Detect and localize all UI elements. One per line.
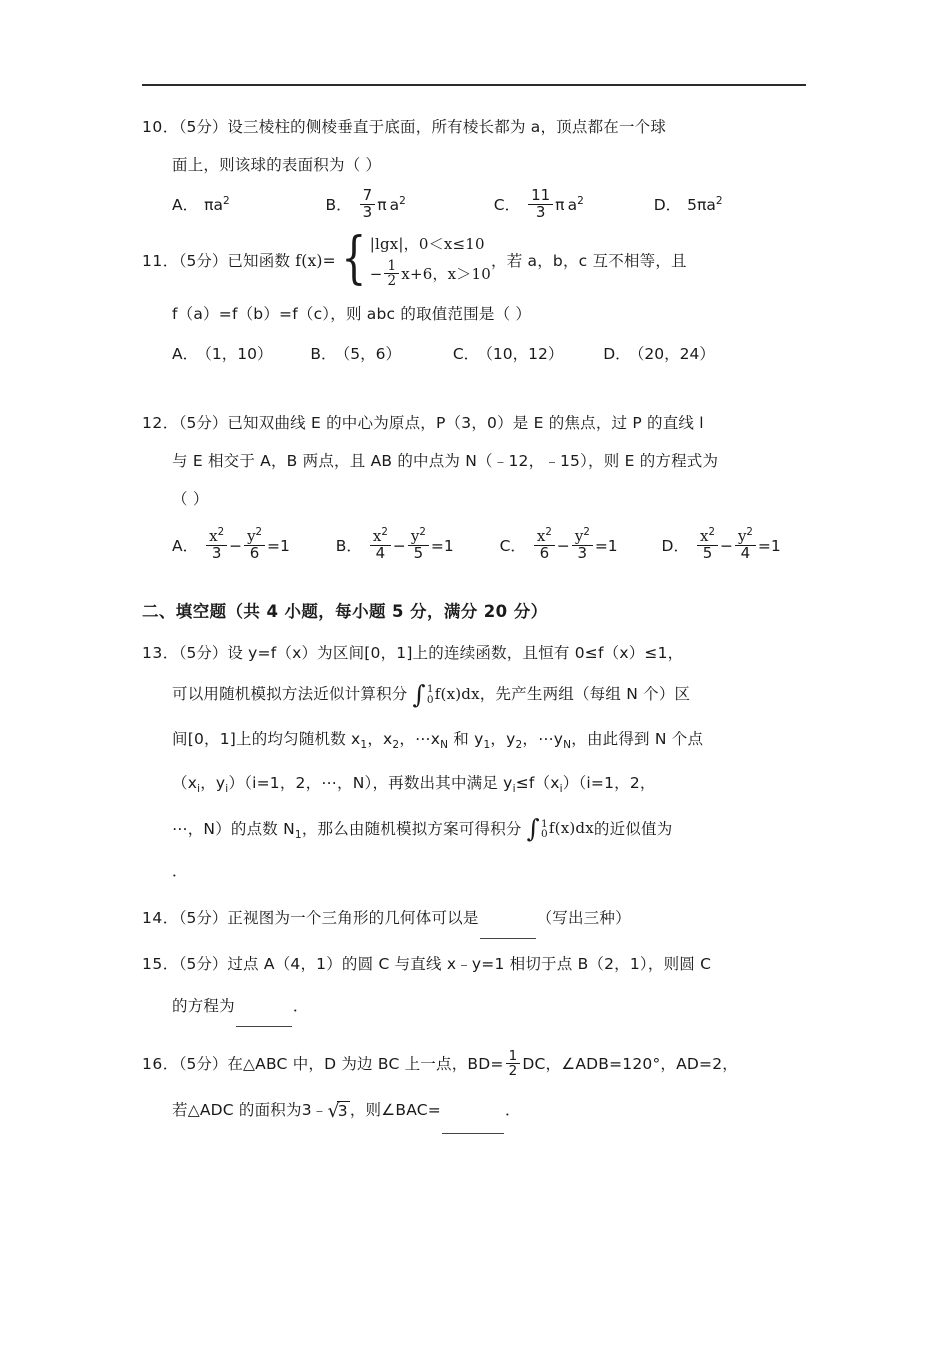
minus-sign: − — [719, 537, 733, 556]
option-label: D． — [603, 344, 631, 363]
question-12-text-2: 与 E 相交于 A，B 两点，且 AB 的中点为 N（﹣12，﹣15），则 E 的方程式为 — [172, 451, 719, 470]
q13-l4d: ≤f（x — [515, 773, 560, 792]
fraction-denominator: 3 — [206, 545, 227, 562]
q13-l4a: （x — [172, 773, 198, 792]
integral-expression — [413, 672, 480, 716]
subscript: i — [225, 782, 229, 795]
question-11-line-1 — [142, 225, 822, 292]
piecewise-function — [336, 225, 491, 291]
subscript: N — [563, 738, 572, 751]
question-12-option-a[interactable] — [172, 518, 290, 574]
question-11-option-d[interactable] — [603, 334, 715, 374]
question-12-number: 12． — [142, 413, 179, 432]
question-16-text-1a: 在△ABC 中，D 为边 BC 上一点，BD= — [227, 1055, 504, 1074]
option-text: 5πa — [687, 195, 716, 214]
question-15-number: 15． — [142, 955, 179, 974]
question-12-line-1 — [142, 404, 822, 442]
option-text: （20，24） — [636, 344, 715, 363]
fraction-y — [244, 529, 265, 562]
question-13-line-3 — [142, 717, 822, 761]
integral-lower-limit: 0 — [541, 828, 548, 841]
question-12-option-b[interactable] — [336, 518, 454, 574]
section-2-heading: 二、填空题（共 4 小题，每小题 5 分，满分 20 分） — [142, 602, 548, 622]
integral-expression — [527, 804, 594, 852]
fraction-numerator: $x^2$ — [699, 527, 715, 546]
question-11-options — [142, 333, 822, 374]
option-text: （5，6） — [342, 344, 401, 363]
fraction-x — [534, 529, 555, 562]
question-14 — [142, 897, 822, 939]
subscript: N — [440, 738, 449, 751]
fraction-denominator: 3 — [360, 204, 376, 221]
subscript: 1 — [294, 828, 302, 841]
fraction-numerator: $x^2$ — [536, 527, 552, 546]
option-label: A． — [172, 195, 199, 214]
question-16-line-1 — [142, 1041, 822, 1087]
q13-l4e: ）（i=1，2， — [562, 773, 656, 792]
question-13 — [142, 634, 822, 889]
fraction-y — [572, 529, 593, 562]
question-12-option-d[interactable] — [662, 518, 781, 574]
question-12-line-2 — [142, 442, 822, 480]
integral-body: f(x)dx — [434, 684, 480, 703]
pi-symbol: π — [377, 195, 387, 214]
question-13-line-2 — [142, 672, 822, 717]
question-12 — [142, 404, 822, 575]
question-11-option-c[interactable] — [453, 334, 564, 374]
fraction-denominator: 2 — [506, 1063, 521, 1078]
q13-l4c: ）（i=1，2，⋯，N），再数出其中满足 y — [228, 773, 513, 792]
fraction-denominator: 5 — [697, 545, 718, 562]
question-11-option-b[interactable] — [310, 334, 401, 374]
fraction-x — [370, 529, 391, 562]
subscript: 2 — [515, 738, 523, 751]
fraction-denominator: 2 — [384, 273, 399, 288]
question-13-score: （5分） — [178, 644, 228, 663]
header-divider-rule — [142, 84, 806, 86]
left-brace-icon: { — [341, 225, 367, 291]
integral-limits — [427, 684, 434, 705]
question-11 — [142, 225, 822, 374]
option-label: D． — [661, 537, 689, 556]
answer-blank[interactable] — [442, 1118, 504, 1134]
fraction — [506, 1049, 521, 1078]
q13-l5b: ，那么由随机模拟方案可得积分 — [301, 819, 522, 838]
minus-sign: − — [556, 537, 570, 556]
option-label: A． — [172, 344, 199, 363]
question-14-number: 14． — [142, 909, 179, 928]
question-10-line-1 — [142, 108, 822, 146]
question-15-text-2a: 的方程为 — [172, 997, 235, 1016]
question-15-line-1 — [142, 943, 822, 985]
question-13-number: 13． — [142, 644, 179, 663]
integral-body: f(x)dx — [548, 819, 594, 838]
question-11-line-2 — [142, 295, 822, 333]
option-label: C． — [493, 195, 521, 214]
option-exponent: 2 — [399, 194, 406, 207]
question-14-text-a: 正视图为一个三角形的几何体可以是 — [227, 909, 479, 928]
integral-lower-limit: 0 — [426, 693, 434, 706]
q13-l3f: ，⋯y — [522, 729, 564, 748]
question-16-number: 16． — [142, 1055, 179, 1074]
fraction-numerator: $y^2$ — [410, 527, 426, 546]
q13-l3e: ，y — [490, 729, 516, 748]
question-16-line-2 — [142, 1087, 822, 1134]
piecewise-rows — [370, 229, 491, 290]
question-12-score: （5分） — [178, 413, 228, 432]
option-variable: a — [567, 195, 578, 214]
fraction — [360, 185, 376, 221]
question-13-text-1: 设 y=f（x）为区间[0，1]上的连续函数，且恒有 0≤f（x）≤1， — [227, 644, 684, 663]
question-15-line-2 — [142, 985, 822, 1027]
question-13-line-1 — [142, 634, 822, 672]
subscript: i — [512, 782, 516, 795]
option-text: （10，12） — [485, 344, 564, 363]
question-13-line-4 — [142, 761, 822, 805]
option-label: B． — [310, 344, 337, 363]
minus-sign: − — [392, 537, 406, 556]
radicand: 3 — [337, 1101, 348, 1120]
piecewise-row-1: |lgx|，0＜x≤10 — [369, 234, 485, 253]
fraction-x — [206, 529, 227, 562]
question-10-options — [142, 184, 822, 225]
integral-icon: ∫ — [412, 679, 426, 709]
option-label: B． — [325, 195, 352, 214]
question-11-text-2: f（a）=f（b）=f（c），则 abc 的取值范围是（ ） — [172, 305, 532, 324]
q13-l3b: ，x — [367, 729, 393, 748]
question-12-options — [142, 518, 822, 575]
fraction-y — [735, 529, 756, 562]
option-label: D． — [653, 195, 682, 214]
equals-one: =1 — [430, 537, 454, 556]
fraction-y — [408, 529, 429, 562]
question-10-option-b[interactable] — [326, 185, 406, 225]
question-11-lead: 已知函数 f(x)= — [227, 251, 336, 270]
question-10-score: （5分） — [178, 118, 228, 136]
minus-sign: − — [369, 264, 383, 283]
option-exponent: 2 — [715, 194, 723, 207]
option-label: C． — [499, 537, 526, 556]
question-12-option-c[interactable] — [500, 518, 618, 574]
question-14-line-1 — [142, 897, 822, 939]
fraction-denominator: 3 — [572, 545, 593, 562]
q13-l3c: ，⋯x — [399, 729, 441, 748]
option-exponent: 2 — [577, 194, 584, 207]
question-10-text-1: 设三棱柱的侧棱垂直于底面，所有棱长都为 a，顶点都在一个球 — [227, 118, 667, 136]
option-exponent: 2 — [222, 194, 230, 207]
q13-l3g: ，由此得到 N 个点 — [571, 729, 704, 748]
fraction-denominator: 5 — [408, 545, 429, 562]
piecewise-row-2 — [370, 259, 491, 290]
question-10-text-2: 面上，则该球的表面积为（ ） — [172, 156, 382, 174]
question-16 — [142, 1041, 822, 1134]
question-10 — [142, 108, 822, 225]
option-label: B． — [335, 537, 362, 556]
fraction-denominator: 4 — [370, 545, 391, 562]
fraction-denominator: 4 — [735, 545, 756, 562]
question-14-text-b: （写出三种） — [536, 909, 631, 928]
question-16-text-1b: DC，∠ADB=120°，AD=2， — [522, 1055, 738, 1074]
fraction-numerator: 7 — [362, 185, 373, 204]
integral-icon: ∫ — [526, 814, 541, 844]
fraction-denominator: 6 — [244, 545, 265, 562]
question-16-text-2b: ，则∠BAC= — [349, 1101, 441, 1120]
question-13-text-2b: ，先产生两组（每组 N 个）区 — [479, 685, 691, 704]
question-12-text-1: 已知双曲线 E 的中心为原点，P（3，0）是 E 的焦点，过 P 的直线 l — [227, 413, 704, 432]
fraction-numerator: 1 — [508, 1048, 518, 1064]
question-13-line-5 — [142, 805, 822, 854]
subscript: i — [197, 782, 201, 795]
question-16-text-2c: ． — [504, 1101, 521, 1120]
answer-blank[interactable] — [236, 1011, 292, 1027]
question-11-score: （5分） — [178, 251, 228, 270]
minus-sign: − — [229, 537, 243, 556]
question-10-option-c[interactable] — [494, 185, 584, 225]
q13-l3d: 和 y — [448, 729, 484, 748]
equals-one: =1 — [267, 537, 290, 556]
answer-blank[interactable] — [480, 923, 536, 939]
radical-icon: √ — [327, 1099, 340, 1122]
fraction-numerator: $y^2$ — [247, 527, 263, 546]
fraction-numerator: $y^2$ — [574, 527, 590, 546]
q13-l4b: ，y — [200, 773, 226, 792]
question-11-option-a[interactable] — [172, 334, 272, 374]
question-15-text-1: 过点 A（4，1）的圆 C 与直线 x﹣y=1 相切于点 B（2，1），则圆 C — [227, 955, 712, 974]
option-text: （1，10） — [204, 344, 273, 363]
pi-symbol: π — [555, 195, 565, 214]
subscript: 1 — [360, 738, 368, 751]
integral-upper-limit: 1 — [541, 817, 548, 830]
question-16-score: （5分） — [178, 1055, 228, 1074]
equals-one: =1 — [757, 537, 781, 556]
question-14-score: （5分） — [178, 909, 228, 928]
subscript: i — [559, 782, 563, 795]
fraction-numerator: 1 — [387, 257, 397, 274]
option-label: C． — [452, 344, 480, 363]
option-text: πa — [204, 195, 223, 214]
fraction-numerator: $y^2$ — [737, 527, 753, 546]
square-root — [327, 1088, 349, 1134]
question-13-text-2a: 可以用随机模拟方法近似计算积分 — [172, 685, 408, 704]
question-15-score: （5分） — [178, 955, 228, 974]
fraction-numerator: $x^2$ — [372, 527, 388, 546]
question-15-text-2b: ． — [292, 997, 309, 1016]
fraction — [384, 259, 399, 288]
equals-one: =1 — [594, 537, 618, 556]
fraction — [528, 185, 553, 221]
option-variable: a — [389, 195, 400, 214]
fraction-x — [697, 529, 718, 562]
fraction-denominator: 3 — [528, 204, 553, 221]
question-11-number: 11． — [142, 251, 179, 270]
question-16-text-2a: 若△ADC 的面积为3﹣ — [172, 1101, 328, 1120]
subscript: 2 — [392, 738, 400, 751]
fraction-denominator: 6 — [534, 545, 555, 562]
integral-upper-limit: 1 — [426, 683, 434, 696]
fraction-numerator: 11 — [531, 185, 551, 204]
question-13-line-6 — [142, 853, 822, 889]
question-12-line-3 — [142, 480, 822, 518]
q13-l5c: 的近似值为 — [593, 819, 673, 838]
exam-content — [142, 108, 822, 1138]
q13-l3a: 间[0，1]上的均匀随机数 x — [172, 729, 361, 748]
question-10-option-d[interactable] — [654, 185, 723, 225]
q13-period: ． — [172, 862, 188, 881]
question-12-text-3: （ ） — [172, 489, 209, 508]
subscript: 1 — [483, 738, 491, 751]
option-label: A． — [172, 537, 199, 556]
q13-l5a: ⋯，N）的点数 N — [172, 819, 295, 838]
question-11-tail: ，若 a，b，c 互不相等，且 — [491, 251, 687, 270]
piecewise-row-2-rest: x+6，x＞10 — [401, 264, 491, 283]
question-10-line-2 — [142, 146, 822, 184]
question-10-number: 10． — [142, 118, 179, 136]
fraction-numerator: $x^2$ — [209, 527, 225, 546]
question-10-option-a[interactable] — [172, 185, 230, 225]
question-15 — [142, 943, 822, 1027]
integral-limits — [541, 819, 548, 840]
